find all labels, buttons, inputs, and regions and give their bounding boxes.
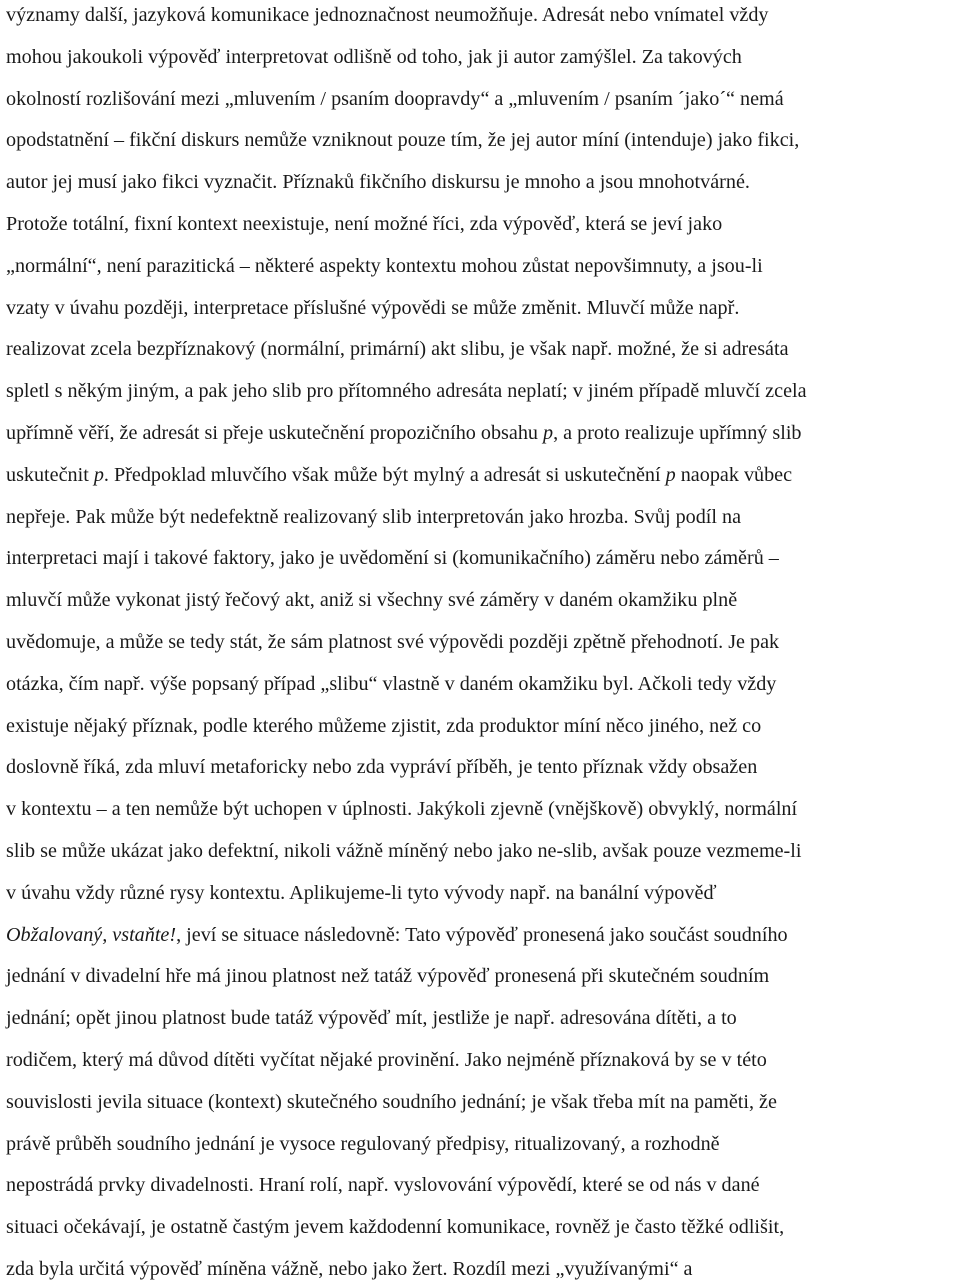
text-line: Obžalovaný, vstaňte!, jeví se situace následovně: Tato výpověď pronesená jako součást soudního xyxy=(6,923,788,946)
text-line: nepřeje. Pak může být nedefektně realizovaný slib interpretován jako hrozba. Svůj podíl na xyxy=(6,505,742,528)
text-line: opodstatnění – fikční diskurs nemůže vzniknout pouze tím, že jej autor míní (intenduje) jako fikci, xyxy=(6,129,800,152)
text-line: upřímně věří, že adresát si přeje uskutečnění propozičního obsahu p, a proto realizuje upřímný slib xyxy=(6,421,802,444)
text-line: autor jej musí jako fikci vyznačit. Příznaků fikčního diskursu je mnoho a jsou mnohotvárné. xyxy=(6,171,750,194)
text-line: vzaty v úvahu později, interpretace příslušné výpovědi se může změnit. Mluvčí může např. xyxy=(6,296,740,319)
text-line: jednání; opět jinou platnost bude tatáž výpověď mít, jestliže je např. adresována dítěti, a to xyxy=(6,1007,737,1030)
text-line: slib se může ukázat jako defektní, nikoli vážně míněný nebo jako ne-slib, avšak pouze vezmeme-li xyxy=(6,839,802,862)
text-line: Protože totální, fixní kontext neexistuje, není možné říci, zda výpověď, která se jeví jako xyxy=(6,212,723,235)
text-line: právě průběh soudního jednání je vysoce regulovaný předpisy, ritualizovaný, a rozhodně xyxy=(6,1132,720,1155)
text-line: souvislosti jevila situace (kontext) skutečného soudního jednání; je však třeba mít na paměti, že xyxy=(6,1090,777,1113)
variable-p: p xyxy=(665,463,676,486)
text-line: mluvčí může vykonat jistý řečový akt, aniž si všechny své záměry v daném okamžiku plně xyxy=(6,589,738,612)
variable-p: p xyxy=(543,421,554,444)
variable-p: p xyxy=(93,463,104,486)
text-line: otázka, čím např. výše popsaný případ „slibu“ vlastně v daném okamžiku byl. Ačkoli tedy vždy xyxy=(6,672,777,695)
text-line: nepostrádá prvky divadelnosti. Hraní rolí, např. vyslovování výpovědí, které se od nás v dané xyxy=(6,1174,760,1197)
text-line: „normální“, není parazitická – některé aspekty kontextu mohou zůstat nepovšimnuty, a jsou-li xyxy=(6,254,763,277)
text-line: existuje nějaký příznak, podle kterého můžeme zjistit, zda produktor míní něco jiného, než co xyxy=(6,714,762,737)
text-line: uskutečnit p. Předpoklad mluvčího však může být mylný a adresát si uskutečnění p naopak vůbec xyxy=(6,463,793,486)
text-line: okolností rozlišování mezi „mluvením / psaním doopravdy“ a „mluvením / psaním ´jako´“ nemá xyxy=(6,87,784,110)
quoted-utterance: Obžalovaný, vstaňte! xyxy=(6,923,177,946)
text-line: v kontextu – a ten nemůže být uchopen v úplnosti. Jakýkoli zjevně (vnějškově) obvyklý, normální xyxy=(6,798,798,821)
text-line: mohou jakoukoli výpověď interpretovat odlišně od toho, jak ji autor zamýšlel. Za takových xyxy=(6,45,742,68)
text-line: zda byla určitá výpověď míněna vážně, nebo jako žert. Rozdíl mezi „využívanými“ a xyxy=(6,1257,693,1280)
text-line: interpretaci mají i takové faktory, jako je uvědomění si (komunikačního) záměru nebo záměrů – xyxy=(6,547,779,570)
text-line: spletl s někým jiným, a pak jeho slib pro přítomného adresáta neplatí; v jiném případě mluvčí zcela xyxy=(6,380,807,403)
text-line: rodičem, který má důvod dítěti vyčítat nějaké provinění. Jako nejméně příznaková by se v této xyxy=(6,1048,767,1071)
text-line: uvědomuje, a může se tedy stát, že sám platnost své výpovědi později zpětně přehodnotí. Je pak xyxy=(6,630,780,653)
text-line: realizovat zcela bezpříznakový (normální, primární) akt slibu, je však např. možné, že si adresáta xyxy=(6,338,789,361)
body-text xyxy=(6,0,956,1284)
text-line: významy další, jazyková komunikace jednoznačnost neumožňuje. Adresát nebo vnímatel vždy xyxy=(6,4,769,26)
text-line: situaci očekávají, je ostatně častým jevem každodenní komunikace, rovněž je často těžké odlišit, xyxy=(6,1216,785,1239)
text-line: jednání v divadelní hře má jinou platnost než tatáž výpověď pronesená při skutečném soudním xyxy=(6,965,770,988)
text-line: v úvahu vždy různé rysy kontextu. Aplikujeme-li tyto vývody např. na banální výpověď xyxy=(6,881,717,904)
text-line: doslovně říká, zda mluví metaforicky nebo zda vypráví příběh, je tento příznak vždy obsažen xyxy=(6,756,758,779)
